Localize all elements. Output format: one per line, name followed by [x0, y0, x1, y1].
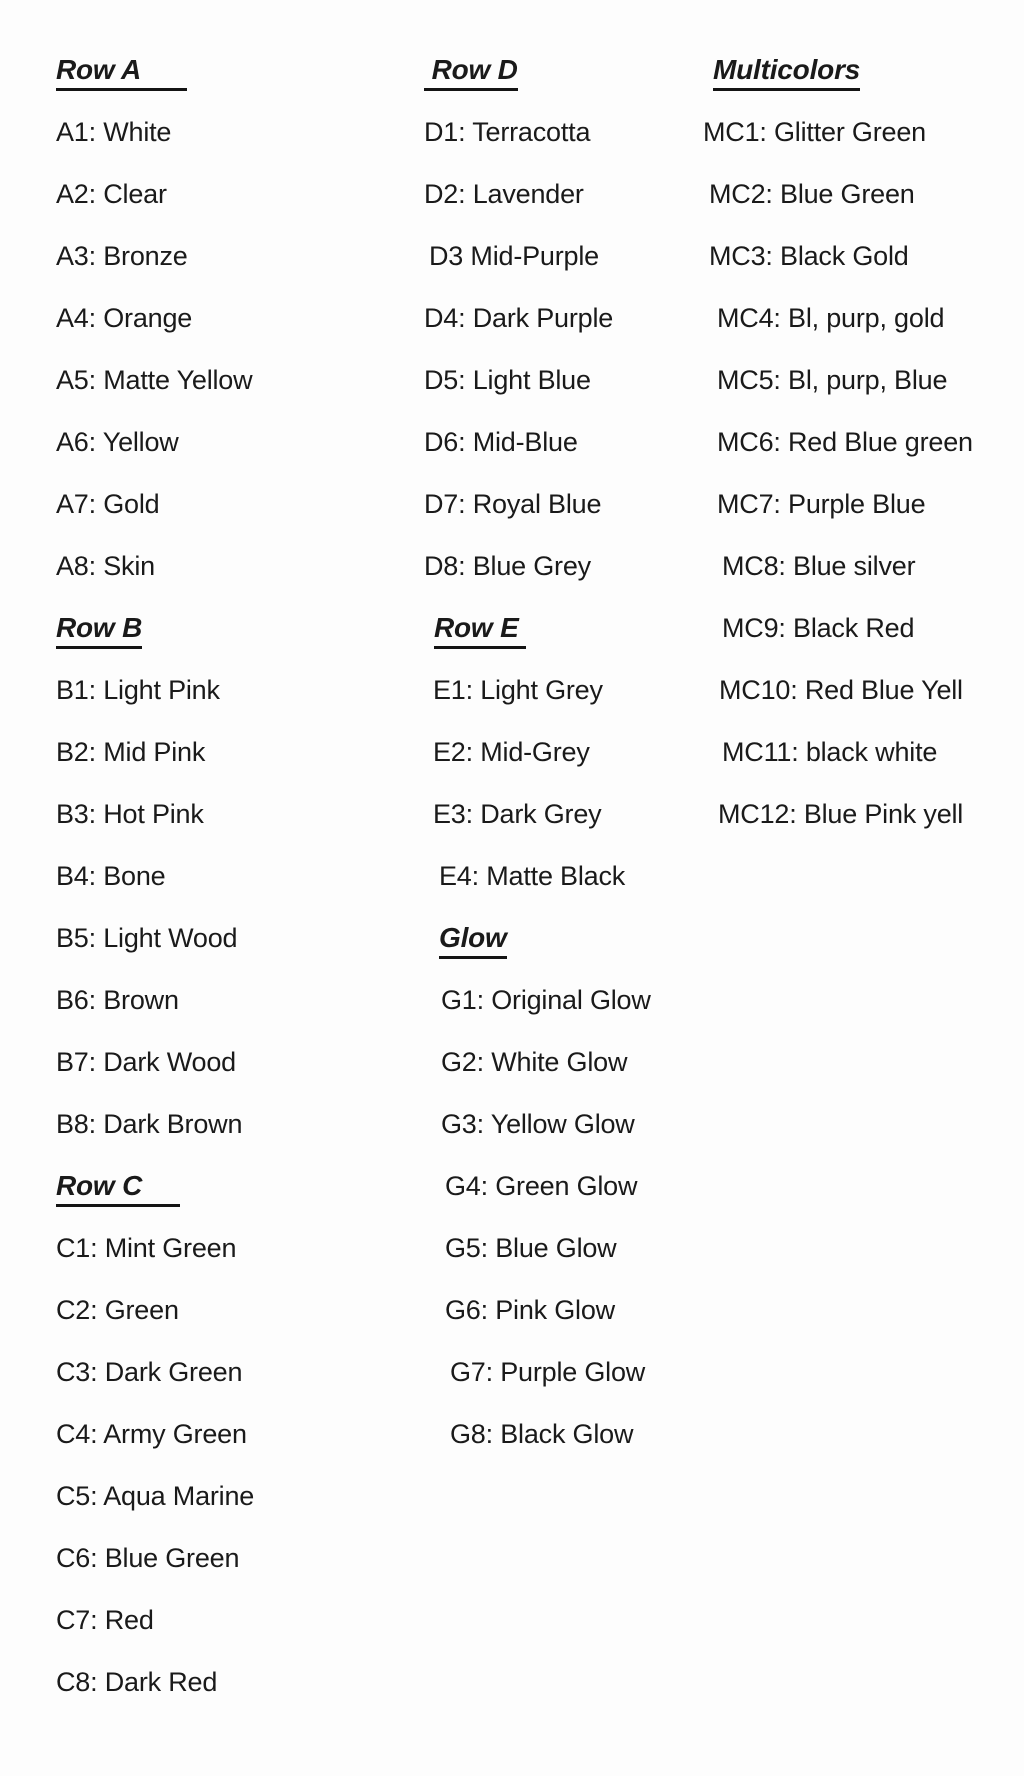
list-item: MC2: Blue Green [709, 179, 915, 209]
list-item: A8: Skin [56, 551, 155, 581]
list-item: A4: Orange [56, 303, 193, 333]
section-secD [424, 39, 651, 597]
list-item: E4: Matte Black [439, 861, 626, 891]
list-item: C8: Dark Red [56, 1667, 218, 1697]
section-header: Glow [439, 920, 507, 959]
section-header: Row E [434, 610, 526, 649]
list-item: D3 Mid-Purple [429, 241, 599, 271]
list-item: E3: Dark Grey [433, 799, 602, 829]
section-secA [56, 39, 254, 597]
section-header: Row D [424, 52, 518, 91]
list-item: D8: Blue Grey [424, 551, 591, 581]
list-item: G2: White Glow [441, 1047, 628, 1077]
list-item: D6: Mid-Blue [424, 427, 578, 457]
section-secG [424, 907, 651, 1465]
list-item: G4: Green Glow [445, 1171, 638, 1201]
list-item: MC11: black white [722, 737, 938, 767]
list-item: C3: Dark Green [56, 1357, 243, 1387]
section-header-line [424, 597, 651, 659]
section-header-line [56, 39, 254, 101]
column-left [56, 39, 254, 1713]
section-header: Row B [56, 610, 142, 649]
list-item: MC5: Bl, purp, Blue [717, 365, 948, 395]
list-item: E2: Mid-Grey [433, 737, 590, 767]
list-item: A6: Yellow [56, 427, 179, 457]
column-middle [424, 39, 651, 1465]
list-item: MC1: Glitter Green [703, 117, 926, 147]
section-header-line [56, 1155, 254, 1217]
list-item: D4: Dark Purple [424, 303, 614, 333]
list-item: C5: Aqua Marine [56, 1481, 255, 1511]
section-header-line [424, 39, 651, 101]
list-item: C6: Blue Green [56, 1543, 240, 1573]
section-header-line [56, 597, 254, 659]
list-item: G8: Black Glow [450, 1419, 634, 1449]
section-header: Row A [56, 52, 187, 91]
list-item: A7: Gold [56, 489, 160, 519]
list-item: MC3: Black Gold [709, 241, 909, 271]
list-item: A1: White [56, 117, 172, 147]
list-item: G3: Yellow Glow [441, 1109, 635, 1139]
section-secMC [701, 39, 973, 845]
list-item: B8: Dark Brown [56, 1109, 243, 1139]
list-item: C1: Mint Green [56, 1233, 237, 1263]
list-item: D2: Lavender [424, 179, 584, 209]
list-item: A3: Bronze [56, 241, 188, 271]
list-item: B7: Dark Wood [56, 1047, 236, 1077]
list-item: C4: Army Green [56, 1419, 247, 1449]
list-item: MC12: Blue Pink yell [718, 799, 964, 829]
list-item: MC7: Purple Blue [717, 489, 926, 519]
list-item: D5: Light Blue [424, 365, 591, 395]
list-item: B4: Bone [56, 861, 166, 891]
section-header: Row C [56, 1168, 180, 1207]
list-item: MC10: Red Blue Yell [719, 675, 963, 705]
list-item: MC9: Black Red [722, 613, 915, 643]
list-item: B2: Mid Pink [56, 737, 206, 767]
list-item: E1: Light Grey [433, 675, 603, 705]
list-item: C2: Green [56, 1295, 179, 1325]
section-secE [424, 597, 651, 907]
section-secB [56, 597, 254, 1155]
list-item: G5: Blue Glow [445, 1233, 617, 1263]
list-item: G1: Original Glow [441, 985, 651, 1015]
list-item: D7: Royal Blue [424, 489, 602, 519]
section-secC [56, 1155, 254, 1713]
section-header: Multicolors [713, 52, 860, 91]
list-item: MC4: Bl, purp, gold [717, 303, 945, 333]
list-item: C7: Red [56, 1605, 154, 1635]
list-item: B1: Light Pink [56, 675, 220, 705]
column-right [701, 39, 973, 845]
list-item: MC8: Blue silver [722, 551, 916, 581]
section-header-line [701, 39, 973, 101]
list-item: G6: Pink Glow [445, 1295, 615, 1325]
list-item: A2: Clear [56, 179, 167, 209]
list-item: D1: Terracotta [424, 117, 591, 147]
list-item: A5: Matte Yellow [56, 365, 253, 395]
section-header-line [424, 907, 651, 969]
list-item: G7: Purple Glow [450, 1357, 646, 1387]
list-item: B5: Light Wood [56, 923, 238, 953]
list-item: B6: Brown [56, 985, 179, 1015]
list-item: MC6: Red Blue green [717, 427, 973, 457]
list-item: B3: Hot Pink [56, 799, 204, 829]
